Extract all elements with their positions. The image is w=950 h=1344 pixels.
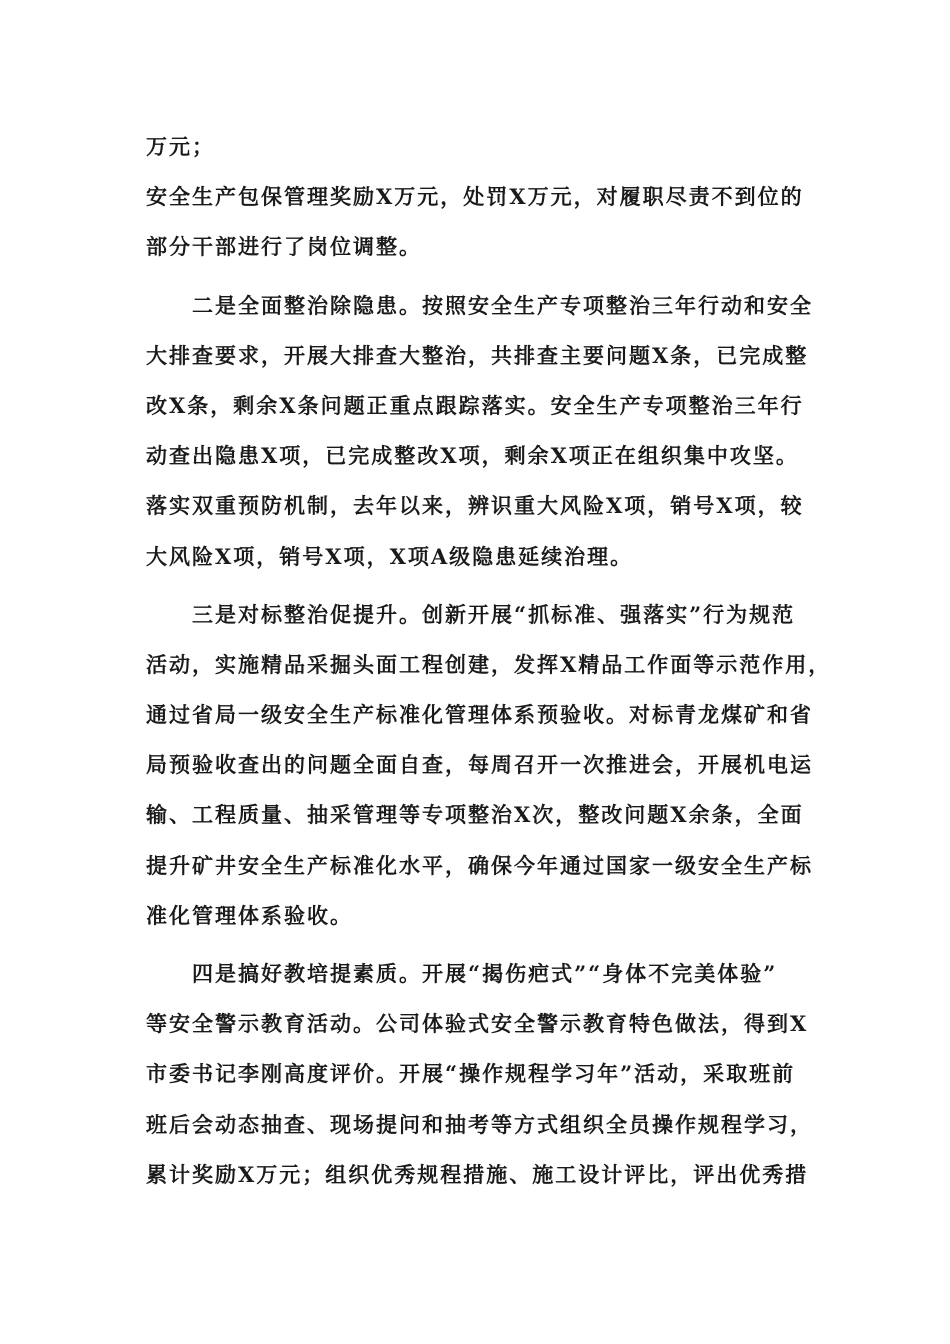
text-line: 改X条，剩余X条问题正重点跟踪落实。安全生产专项整治三年行 — [146, 392, 804, 418]
text-line: 班后会动态抽查、现场提问和抽考等方式组织全员操作规程学习， — [146, 1111, 813, 1137]
text-line: 局预验收查出的问题全面自查，每周召开一次推进会，开展机电运 — [146, 752, 813, 778]
text-line: 活动，实施精品采掘头面工程创建，发挥X精品工作面等示范作用， — [146, 651, 832, 677]
text-line: 大排查要求，开展大排查大整治，共排查主要问题X条，已完成整 — [146, 342, 809, 368]
text-line: 二是全面整治除隐患。按照安全生产专项整治三年行动和安全 — [192, 292, 813, 318]
text-line: 四是搞好教培提素质。开展“揭伤疤式”“身体不完美体验” — [192, 961, 778, 986]
paragraph-3 — [146, 590, 832, 941]
document-body — [146, 122, 832, 1200]
text-line: 动查出隐患X项，已完成整改X项，剩余X项正在组织集中攻坚。 — [146, 443, 799, 469]
text-line: 累计奖励X万元；组织优秀规程措施、施工设计评比，评出优秀措 — [146, 1161, 809, 1187]
paragraph-1 — [146, 122, 826, 273]
text-line: 准化管理体系验收。 — [146, 902, 353, 928]
text-line: 市委书记李刚高度评价。开展“操作规程学习年”活动，采取班前 — [146, 1061, 796, 1087]
paragraph-spacer — [146, 941, 826, 949]
paragraph-2 — [146, 281, 826, 582]
text-line: 安全生产包保管理奖励X万元，处罚X万元，对履职尽责不到位的 — [146, 184, 804, 210]
text-line: 万元； — [146, 134, 215, 159]
text-line: 部分干部进行了岗位调整。 — [146, 234, 422, 260]
text-line: 通过省局一级安全生产标准化管理体系预验收。对标青龙煤矿和省 — [146, 702, 813, 728]
text-line: 三是对标整治促提升。创新开展“抓标准、强落实”行为规范 — [192, 601, 796, 627]
text-line: 等安全警示教育活动。公司体验式安全警示教育特色做法，得到X — [146, 1011, 809, 1037]
paragraph-spacer — [146, 273, 826, 281]
text-line: 提升矿井安全生产标准化水平，确保今年通过国家一级安全生产标 — [146, 852, 813, 878]
paragraph-4 — [146, 949, 826, 1200]
paragraph-spacer — [146, 582, 826, 590]
text-line: 落实双重预防机制，去年以来，辨识重大风险X项，销号X项，较 — [146, 493, 804, 519]
text-line: 大风险X项，销号X项，X项A级隐患延续治理。 — [146, 543, 634, 569]
text-line: 输、工程质量、抽采管理等专项整治X次，整改问题X余条，全面 — [146, 802, 804, 828]
